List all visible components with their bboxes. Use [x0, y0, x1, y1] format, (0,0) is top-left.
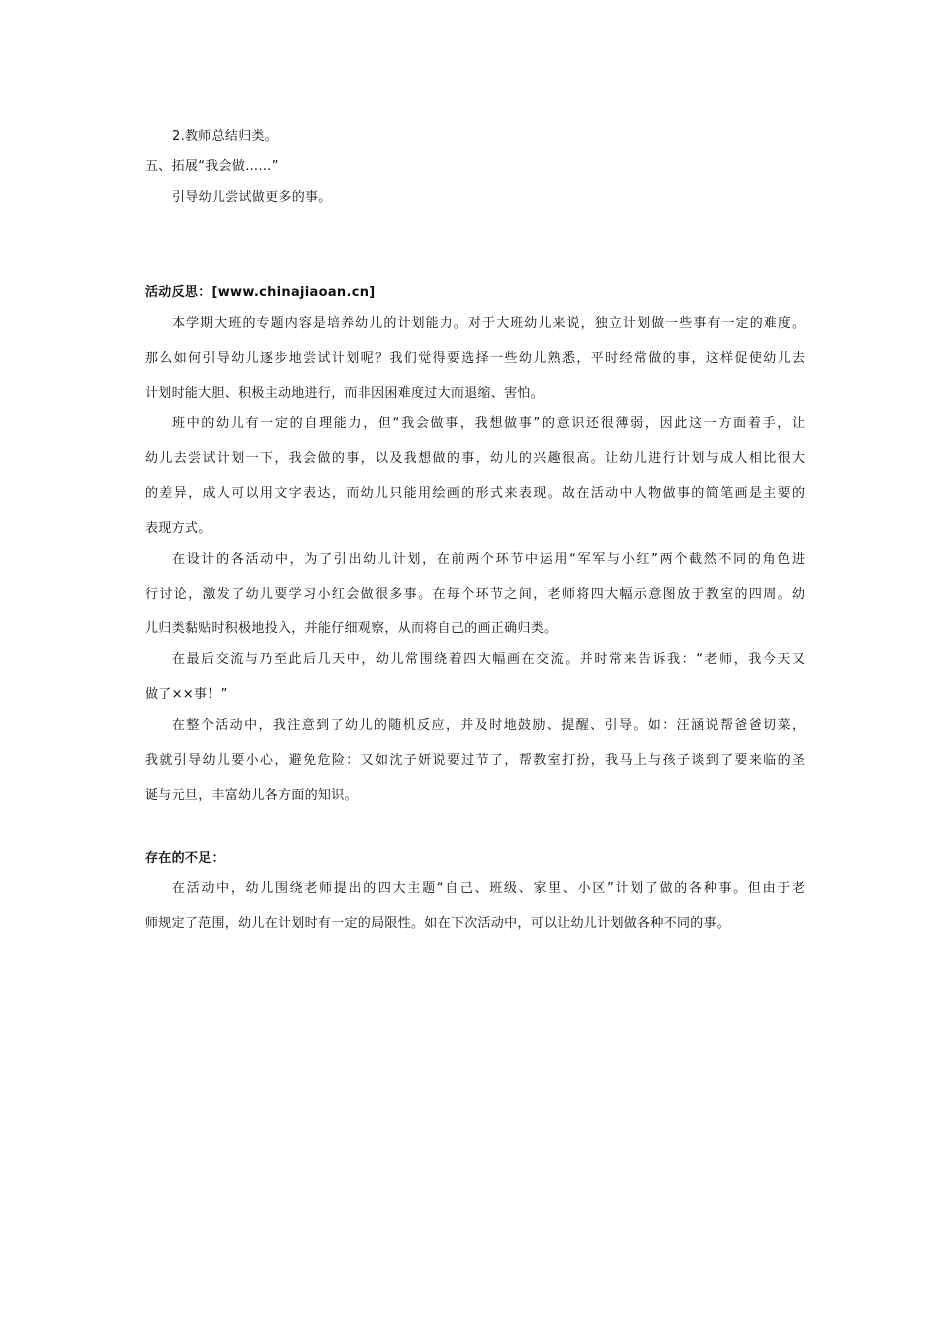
reflection-p2-line1: 班中的幼儿有一定的自理能力，但“我会做事，我想做事”的意识还很薄弱，因此这一方面着手，让 — [172, 416, 805, 431]
reflection-p2-line3: 的差异，成人可以用文字表达，而幼儿只能用绘画的形式来表现。故在活动中人物做事的简笔画是主要的 — [145, 486, 805, 501]
reflection-p4-line1: 在最后交流与乃至此后几天中，幼儿常围绕着四大幅画在交流。并时常来告诉我：“老师，我今天又 — [172, 652, 805, 667]
section-5-title: 五、拓展“我会做……” — [145, 159, 279, 174]
reflection-p2-line4: 表现方式。 — [145, 521, 212, 536]
list-item-2: 2.教师总结归类。 — [172, 129, 279, 144]
reflection-p2-line2: 幼儿去尝试计划一下，我会做的事，以及我想做的事，幼儿的兴趣很高。让幼儿进行计划与成人相比很大 — [145, 451, 805, 466]
reflection-p3-line1: 在设计的各活动中，为了引出幼儿计划，在前两个环节中运用“军军与小红”两个截然不同的角色进 — [172, 552, 805, 567]
reflection-p5-line3: 诞与元旦，丰富幼儿各方面的知识。 — [145, 788, 358, 803]
reflection-p5-line1: 在整个活动中，我注意到了幼儿的随机反应，并及时地鼓励、提醒、引导。如：汪涵说帮爸爸切菜， — [172, 718, 805, 733]
reflection-p4-line2: 做了××事！” — [145, 687, 228, 702]
reflection-p1-line1: 本学期大班的专题内容是培养幼儿的计划能力。对于大班幼儿来说，独立计划做一些事有一定的难度。 — [172, 316, 805, 331]
reflection-p5-line2: 我就引导幼儿要小心，避免危险：又如沈子妍说要过节了，帮教室打扮，我马上与孩子谈到了要来临的圣 — [145, 753, 805, 768]
reflection-p3-line3: 儿归类黏贴时积极地投入，并能仔细观察，从而将自己的画正确归类。 — [145, 621, 558, 636]
reflection-p3-line2: 行讨论，激发了幼儿要学习小红会做很多事。在每个环节之间，老师将四大幅示意图放于教室的四周。幼 — [145, 587, 805, 602]
section-5-text: 引导幼儿尝试做更多的事。 — [172, 190, 332, 205]
shortcomings-line2: 师规定了范围，幼儿在计划时有一定的局限性。如在下次活动中，可以让幼儿计划做各种不同的事。 — [145, 916, 731, 931]
shortcomings-heading: 存在的不足： — [145, 851, 225, 866]
reflection-p1-line2: 那么如何引导幼儿逐步地尝试计划呢？我们觉得要选择一些幼儿熟悉，平时经常做的事，这样促使幼儿去 — [145, 351, 805, 366]
reflection-heading: 活动反思：[www.chinajiaoan.cn] — [145, 285, 376, 300]
reflection-p1-line3: 计划时能大胆、积极主动地进行，而非因困难度过大而退缩、害怕。 — [145, 386, 545, 401]
shortcomings-line1: 在活动中，幼儿围绕老师提出的四大主题“自己、班级、家里、小区”计划了做的各种事。但由于老 — [172, 881, 805, 896]
